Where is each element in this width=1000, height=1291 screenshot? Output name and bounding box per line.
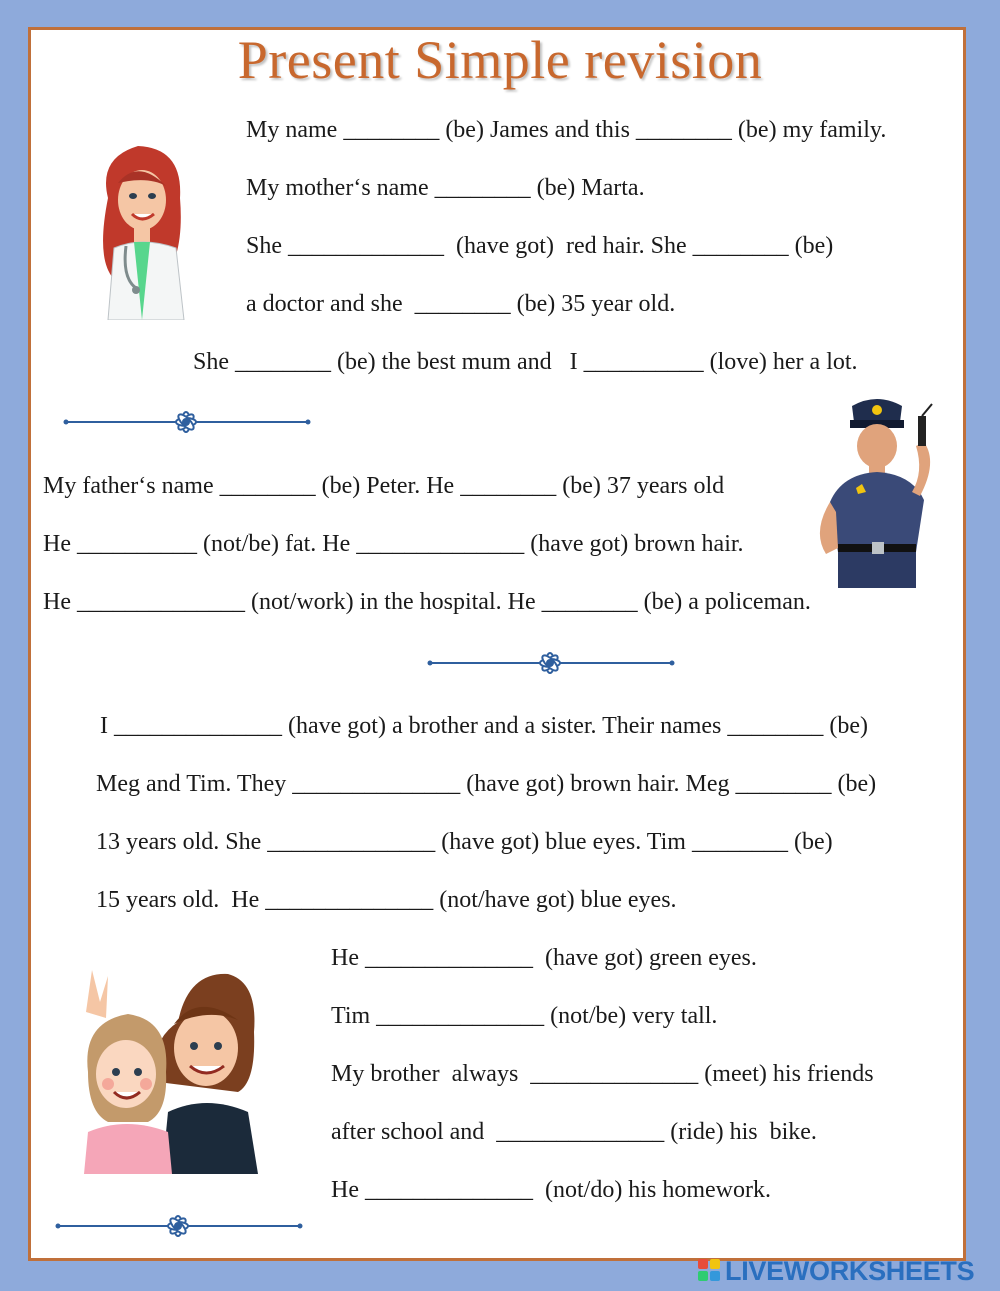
divider-2	[426, 651, 676, 677]
logo-text: LIVEWORKSHEETS	[725, 1255, 975, 1286]
divider-1	[62, 410, 312, 436]
exercise-line: My mother‘s name ________ (be) Marta.	[246, 175, 645, 201]
liveworksheets-logo[interactable]	[697, 1255, 974, 1287]
siblings-illustration	[78, 962, 262, 1174]
exercise-line: a doctor and she ________ (be) 35 year old.	[246, 291, 676, 317]
flower-divider-icon	[540, 653, 560, 673]
exercise-line: She ________ (be) the best mum and I __________ (love) her a lot.	[193, 349, 858, 375]
page-title: Present Simple revision	[237, 30, 763, 90]
liveworksheets-logo-icon	[697, 1257, 723, 1285]
divider-3	[54, 1214, 304, 1240]
exercise-line: He ______________ (not/work) in the hospital. He ________ (be) a policeman.	[43, 589, 811, 615]
exercise-line: She _____________ (have got) red hair. She ________ (be)	[246, 233, 834, 259]
exercise-line: 15 years old. He ______________ (not/have got) blue eyes.	[96, 887, 677, 913]
exercise-line: He __________ (not/be) fat. He ______________ (have got) brown hair.	[43, 531, 744, 557]
exercise-line: after school and ______________ (ride) his bike.	[331, 1119, 817, 1145]
exercise-line: My brother always ______________ (meet) his friends	[331, 1061, 874, 1087]
doctor-woman-illustration	[88, 138, 196, 320]
exercise-line: My father‘s name ________ (be) Peter. He ________ (be) 37 years old	[43, 473, 725, 499]
flower-divider-icon	[168, 1216, 188, 1236]
exercise-line: 13 years old. She ______________ (have got) blue eyes. Tim ________ (be)	[96, 829, 833, 855]
exercise-line: I ______________ (have got) a brother and a sister. Their names ________ (be)	[100, 713, 869, 739]
exercise-line: My name ________ (be) James and this ________ (be) my family.	[246, 117, 887, 143]
exercise-line: He ______________ (not/do) his homework.	[331, 1177, 771, 1203]
flower-divider-icon	[176, 412, 196, 432]
exercise-line: He ______________ (have got) green eyes.	[331, 945, 757, 971]
policeman-illustration	[812, 392, 942, 588]
exercise-line: Tim ______________ (not/be) very tall.	[331, 1003, 718, 1029]
exercise-line: Meg and Tim. They ______________ (have got) brown hair. Meg ________ (be)	[96, 771, 877, 797]
